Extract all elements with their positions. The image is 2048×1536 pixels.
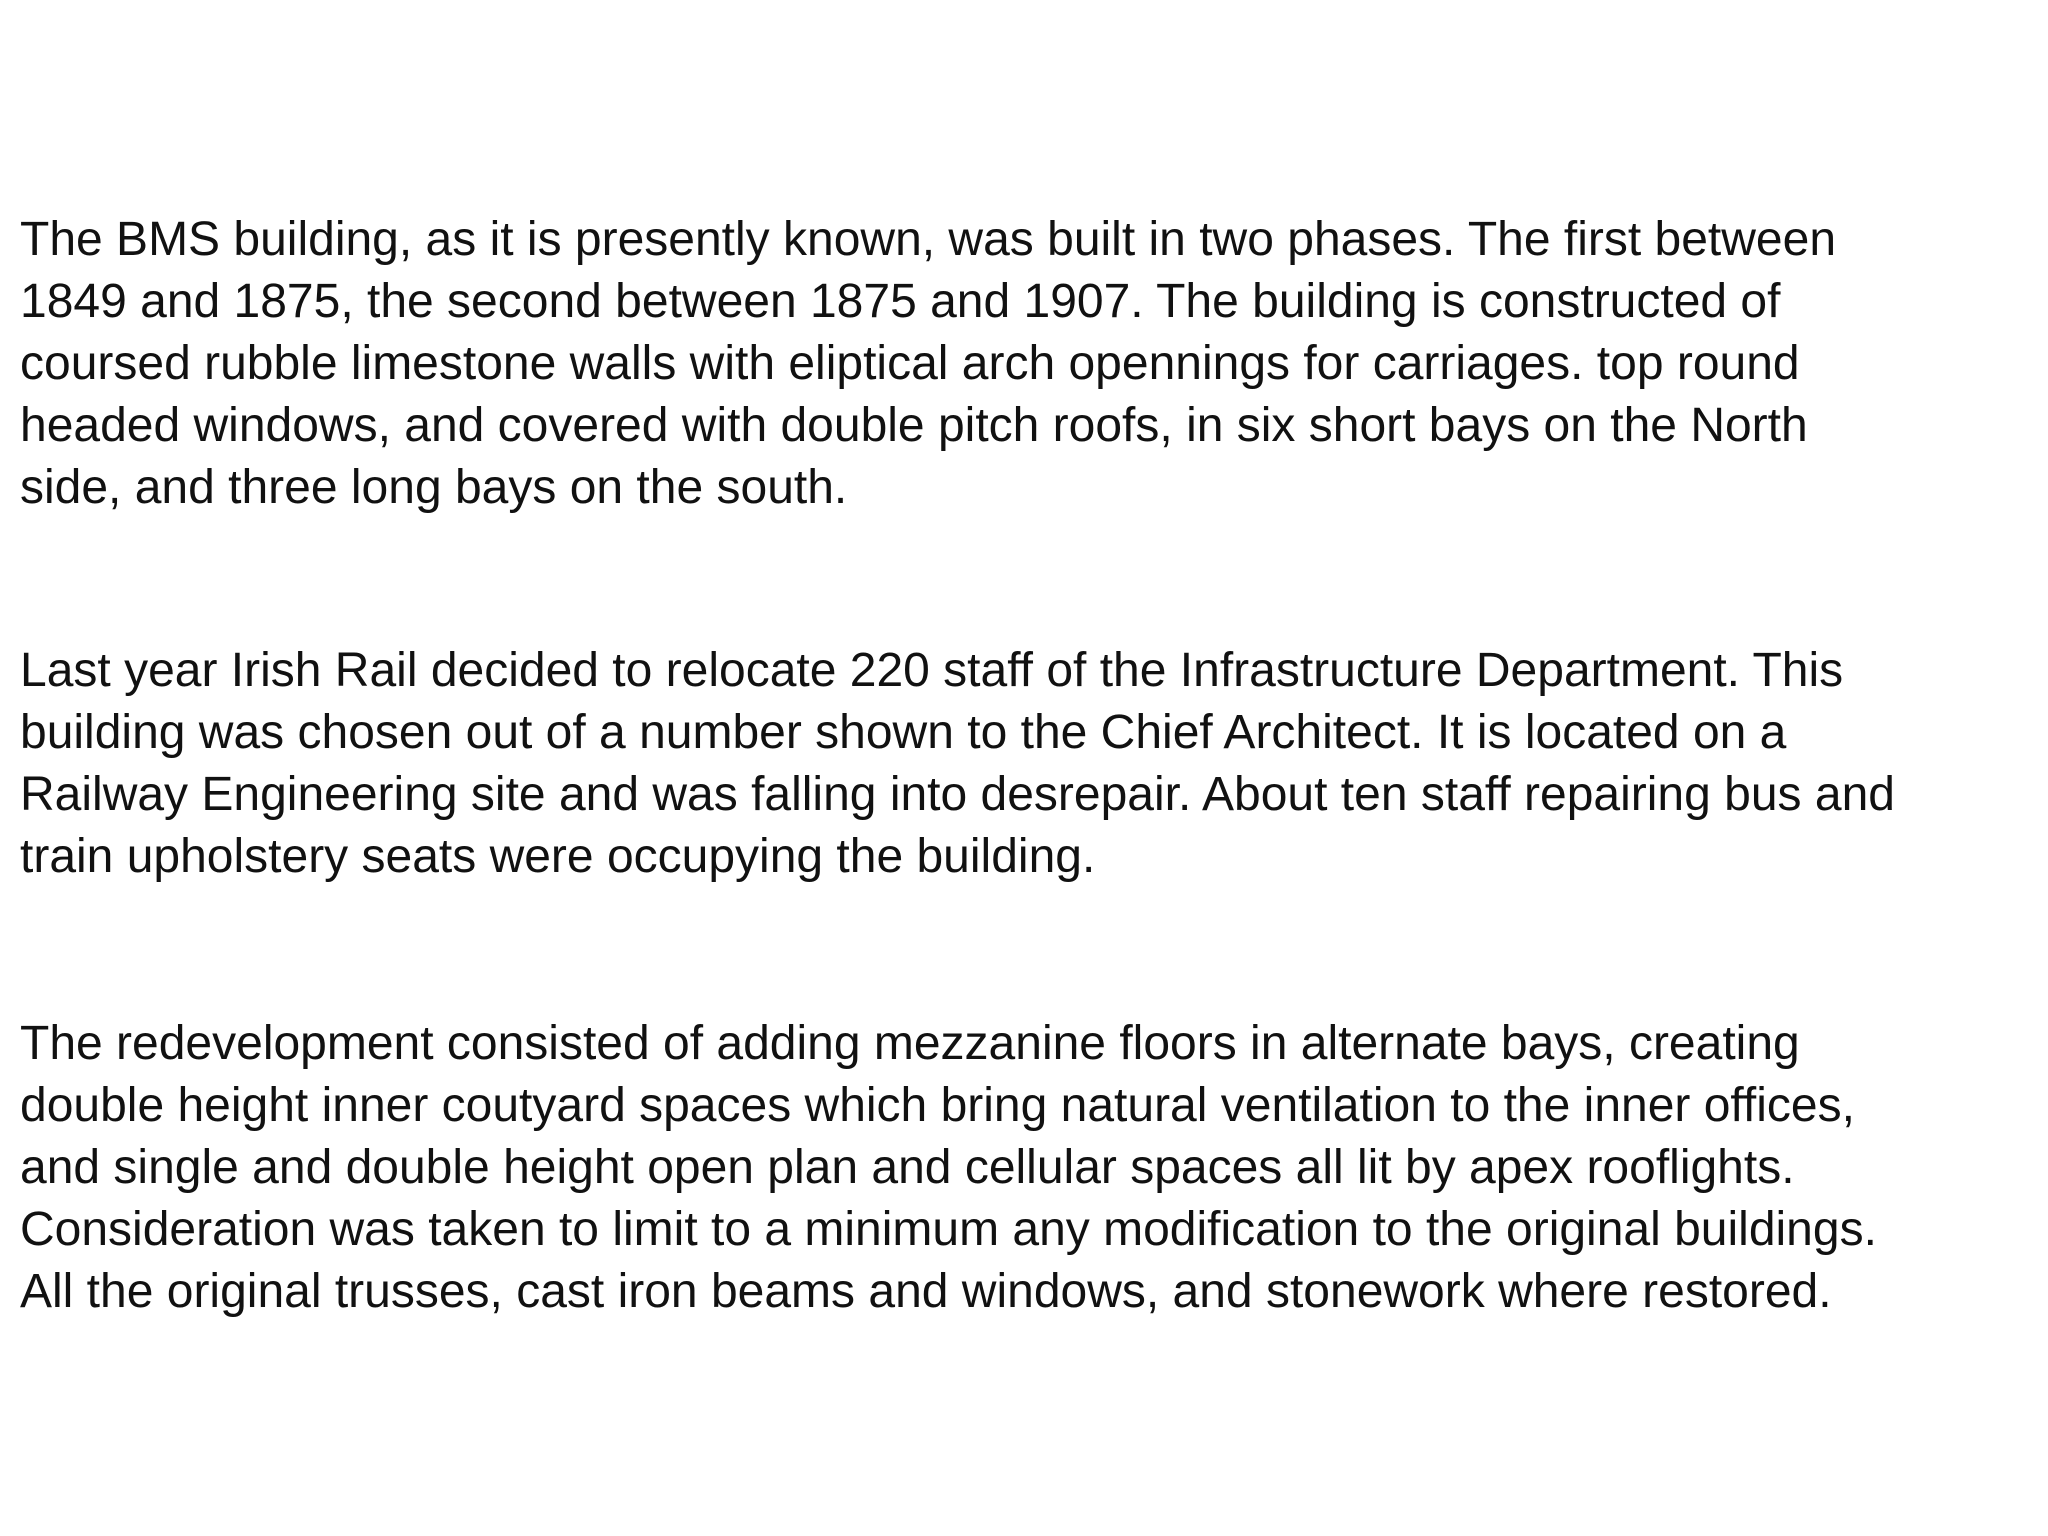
- paragraph-relocation: [20, 640, 1895, 888]
- text-line: coursed rubble limestone walls with eliptical arch opennings for carriages. top round: [20, 337, 1800, 390]
- text-line: double height inner coutyard spaces which bring natural ventilation to the inner offices,: [20, 1079, 1855, 1132]
- text-line: Consideration was taken to limit to a minimum any modification to the original buildings.: [20, 1203, 1877, 1256]
- paragraph-redevelopment: [20, 1013, 1877, 1323]
- text-line: building was chosen out of a number shown to the Chief Architect. It is located on a: [20, 706, 1787, 759]
- text-line: 1849 and 1875, the second between 1875 and 1907. The building is constructed of: [20, 275, 1781, 328]
- paragraph-building-history: [20, 209, 1836, 519]
- text-line: The BMS building, as it is presently known, was built in two phases. The first between: [20, 213, 1837, 266]
- text-line: Railway Engineering site and was falling into desrepair. About ten staff repairing bus and: [20, 768, 1895, 821]
- text-line: train upholstery seats were occupying the building.: [20, 830, 1096, 883]
- text-line: and single and double height open plan and cellular spaces all lit by apex rooflights.: [20, 1141, 1795, 1194]
- text-line: All the original trusses, cast iron beams and windows, and stonework where restored.: [20, 1265, 1832, 1318]
- text-line: The redevelopment consisted of adding mezzanine floors in alternate bays, creating: [20, 1017, 1800, 1070]
- text-line: Last year Irish Rail decided to relocate 220 staff of the Infrastructure Department. This: [20, 644, 1844, 697]
- text-line: side, and three long bays on the south.: [20, 461, 848, 514]
- text-line: headed windows, and covered with double pitch roofs, in six short bays on the North: [20, 399, 1808, 452]
